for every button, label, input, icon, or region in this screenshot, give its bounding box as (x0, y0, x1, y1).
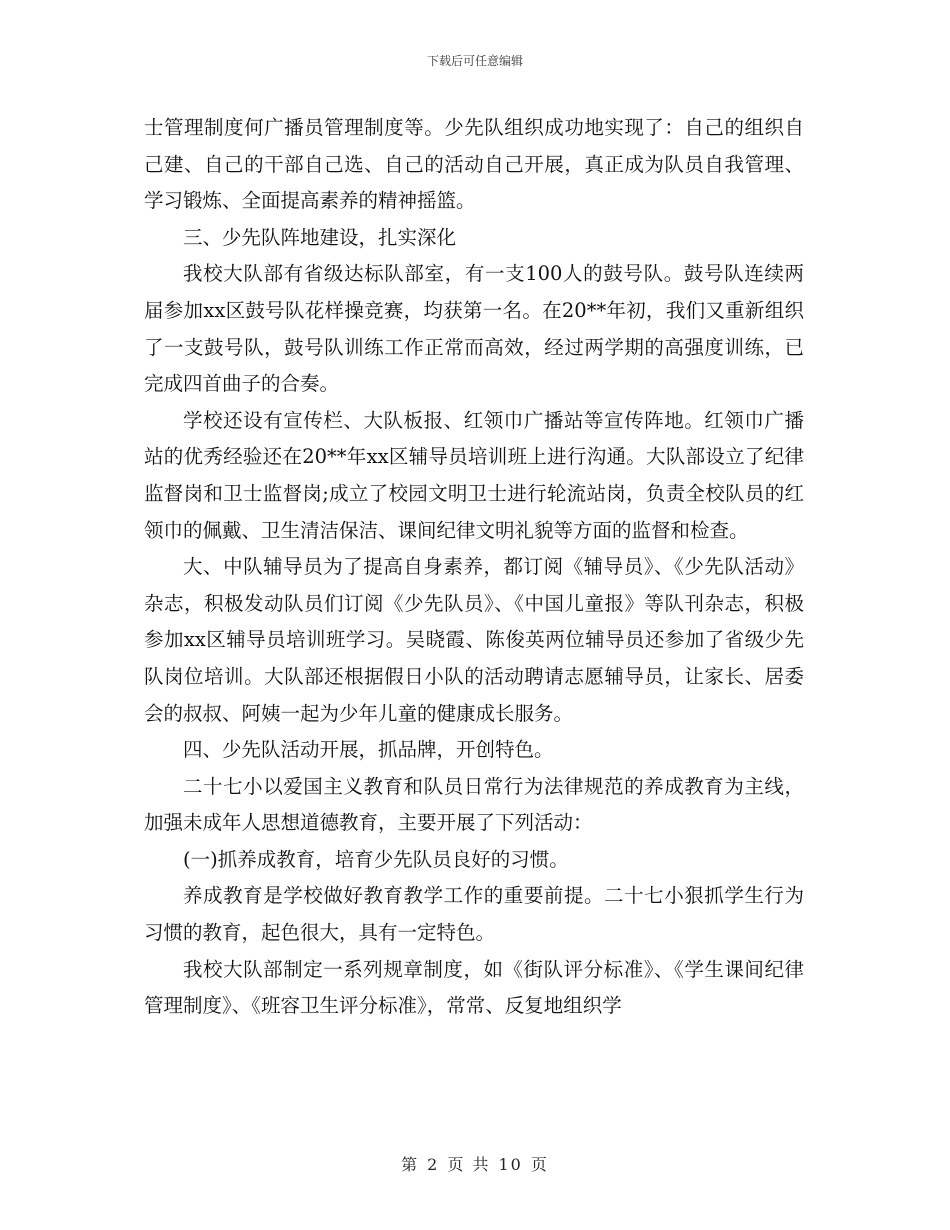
footer-suffix: 页 (530, 1155, 549, 1174)
paragraph: 二十七小以爱国主义教育和队员日常行为法律规范的养成教育为主线，加强未成年人思想道德教育，主要开展了下列活动： (144, 774, 804, 835)
paragraph: 我校大队部有省级达标队部室，有一支100人的鼓号队。鼓号队连续两届参加xx区鼓号队花样操竞赛，均获第一名。在20**年初，我们又重新组织了一支鼓号队，鼓号队训练工作正常而高效，经过两学期的高强度训练，已完成四首曲子的合奏。 (144, 262, 804, 396)
paragraph: 大、中队辅导员为了提高自身素养，都订阅《辅导员》、《少先队活动》杂志，积极发动队员们订阅《少先队员》、《中国儿童报》等队刊杂志，积极参加xx区辅导员培训班学习。吴晓霞、陈俊英两位辅导员还参加了省级少先队岗位培训。大队部还根据假日小队的活动聘请志愿辅导员，让家长、居委会的叔叔、阿姨一起为少年儿童的健康成长服务。 (144, 555, 804, 725)
section-heading: 三、少先队阵地建设，扎实深化 (183, 225, 457, 249)
paragraph: 士管理制度何广播员管理制度等。少先队组织成功地实现了：自己的组织自己建、自己的干部自己选、自己的活动自己开展，真正成为队员自我管理、学习锻炼、全面提高素养的精神摇篮。 (144, 116, 804, 213)
section-heading: 四、少先队活动开展，抓品牌，开创特色。 (183, 738, 554, 762)
footer-prefix: 第 (401, 1155, 420, 1174)
paragraph: 学校还设有宣传栏、大队板报、红领巾广播站等宣传阵地。红领巾广播站的优秀经验还在20**年xx区辅导员培训班上进行沟通。大队部设立了纪律监督岗和卫士监督岗;成立了校园文明卫士进行轮流站岗，负责全校队员的红领巾的佩戴、卫生清洁保洁、课间纪律文明礼貌等方面的监督和检查。 (144, 408, 804, 542)
total-pages-number: 10 (498, 1155, 523, 1174)
current-page-number: 2 (427, 1155, 440, 1174)
paragraph: 养成教育是学校做好教育教学工作的重要前提。二十七小狠抓学生行为习惯的教育，起色很大，具有一定特色。 (144, 884, 804, 945)
document-body (144, 110, 804, 1025)
subsection-heading: (一)抓养成教育，培育少先队员良好的习惯。 (183, 847, 569, 871)
footer-middle: 页 共 (447, 1155, 491, 1174)
paragraph: 我校大队部制定一系列规章制度，如《街队评分标准》、《学生课间纪律管理制度》、《班容卫生评分标准》，常常、反复地组织学 (144, 957, 804, 1018)
page-header: 下载后可任意编辑 (426, 54, 523, 68)
page-footer (0, 1152, 950, 1175)
